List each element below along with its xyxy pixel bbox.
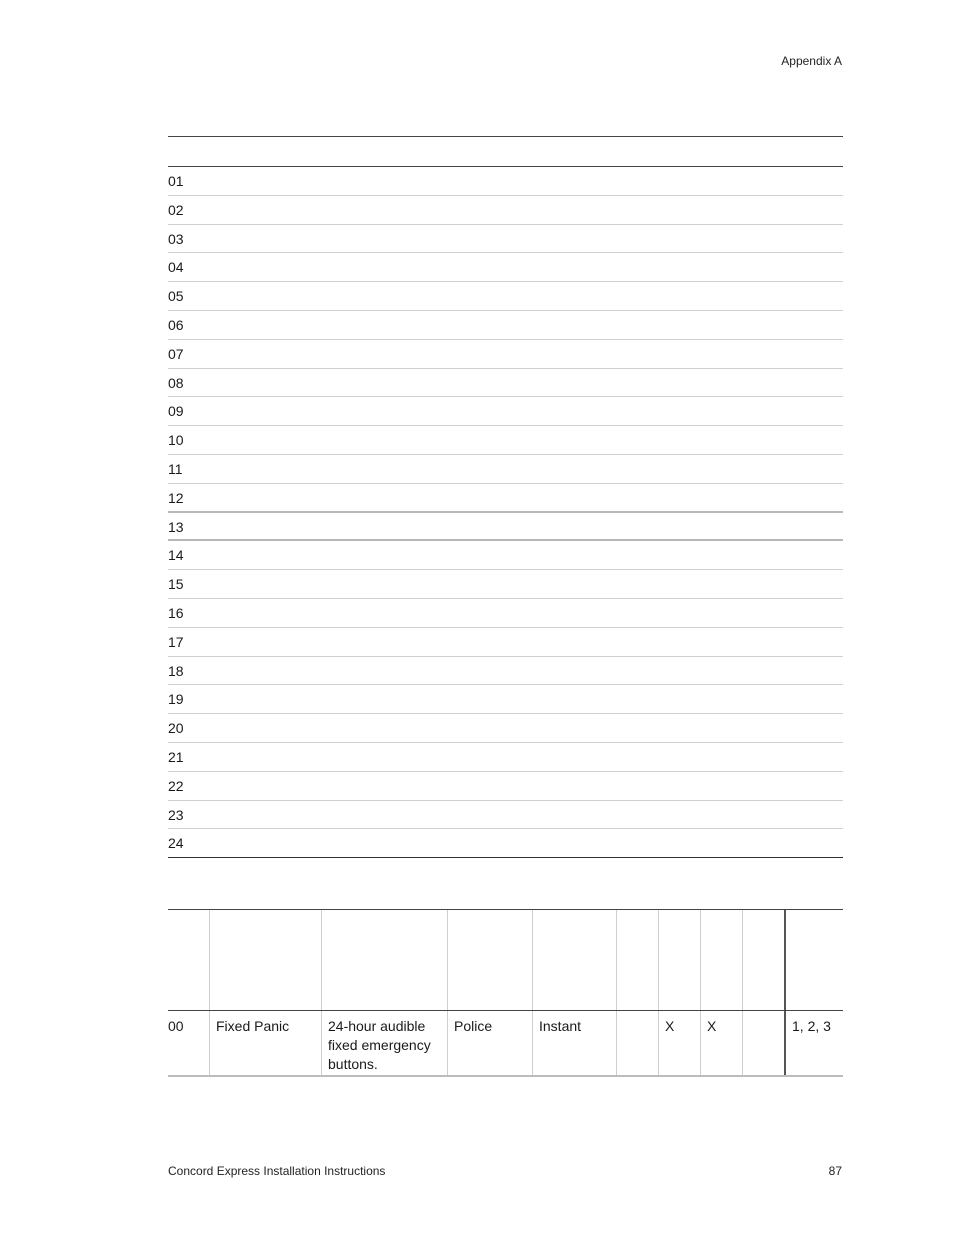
table-row: 15 [168, 570, 843, 599]
delay-cell: Instant [533, 1011, 617, 1075]
section-header: Appendix A [781, 54, 842, 68]
groups-cell: 1, 2, 3 [792, 1018, 831, 1034]
header-cell [786, 910, 843, 1010]
option-cell [617, 1011, 659, 1075]
header-cell [533, 910, 617, 1010]
description-cell: 24-hour audible fixed emergency buttons. [322, 1011, 448, 1075]
table-row: 24 [168, 829, 843, 858]
header-cell [617, 910, 659, 1010]
header-cell [322, 910, 448, 1010]
table-row: 11 [168, 455, 843, 484]
table-row: 04 [168, 253, 843, 282]
table-row: 03 [168, 225, 843, 254]
table-row: 17 [168, 628, 843, 657]
table-row: 22 [168, 772, 843, 801]
table-row: 14 [168, 541, 843, 570]
header-cell [448, 910, 533, 1010]
table-row: 21 [168, 743, 843, 772]
option-cell: X [659, 1011, 701, 1075]
table-row: 13 [168, 513, 843, 542]
zone-type-cell: 00 [168, 1011, 210, 1075]
option-cell [743, 1011, 786, 1075]
option-cell: X [701, 1011, 743, 1075]
table-row: 12 [168, 484, 843, 513]
table-row: 02 [168, 196, 843, 225]
table-row: 06 [168, 311, 843, 340]
header-cell [210, 910, 322, 1010]
header-cell [659, 910, 701, 1010]
table-body [168, 167, 843, 858]
table-row: 09 [168, 397, 843, 426]
table-header [168, 910, 843, 1011]
table-row: 05 [168, 282, 843, 311]
table-row: 23 [168, 801, 843, 830]
table-row: 18 [168, 657, 843, 686]
header-cell [168, 910, 210, 1010]
report-cell: Police [448, 1011, 533, 1075]
table-header [168, 136, 843, 167]
table-row: 20 [168, 714, 843, 743]
table-row: 19 [168, 685, 843, 714]
table-row: 16 [168, 599, 843, 628]
table-row: 01 [168, 167, 843, 196]
page-number: 87 [828, 1164, 842, 1178]
table-row: 08 [168, 369, 843, 398]
zone-name-cell: Fixed Panic [210, 1011, 322, 1075]
table-row: 10 [168, 426, 843, 455]
header-cell [743, 910, 786, 1010]
header-cell [701, 910, 743, 1010]
zone-type-table [168, 909, 843, 1077]
zone-list-table [168, 136, 843, 858]
table-row: 07 [168, 340, 843, 369]
table-row [168, 1011, 843, 1075]
footer-doc-title: Concord Express Installation Instructions [168, 1164, 386, 1178]
